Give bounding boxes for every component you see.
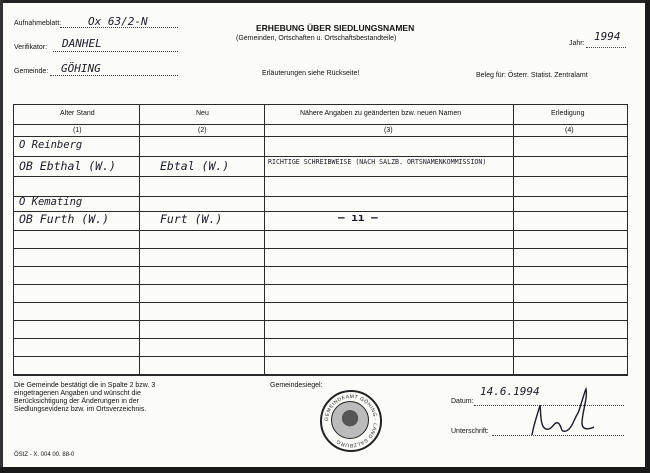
scan-edge-bottom — [0, 467, 650, 473]
gemeindesiegel-label: Gemeindesiegel: — [270, 382, 323, 389]
verifikator-line — [53, 51, 178, 52]
svg-text:GEMEINDEAMT GÖHING · LAND SALZ — [324, 394, 378, 448]
table-border-bottom — [13, 374, 628, 376]
table-row-line — [13, 356, 628, 357]
stamp-ring-text — [322, 392, 380, 450]
entry-2-alter-stand: OB Ebthal (W.) — [19, 159, 116, 173]
table-row-line — [13, 266, 628, 267]
gemeinde-value: GÖHING — [61, 62, 101, 75]
table-row-line — [13, 284, 628, 285]
datum-label: Datum: — [451, 398, 474, 405]
aufnahmeblatt-label: Aufnahmeblatt: — [14, 20, 62, 27]
gemeindesiegel-stamp — [320, 390, 382, 452]
table-col-border — [627, 104, 628, 375]
gemeinde-line — [50, 75, 178, 76]
column-header-alter-stand: Alter Stand — [60, 110, 95, 117]
table-header-divider — [13, 124, 628, 125]
table-row-line — [13, 338, 628, 339]
entry-4-alter-stand: OB Furth (W.) — [19, 212, 110, 226]
table-row-line — [13, 248, 628, 249]
table-border-top — [13, 104, 628, 105]
beleg-note: Beleg für: Österr. Statist. Zentralamt — [476, 72, 588, 79]
scan-edge-right — [645, 0, 650, 473]
column-header-neu: Neu — [196, 110, 209, 117]
jahr-line — [586, 47, 626, 48]
form-code: ÖStZ - X. 004 00. 88-0 — [14, 452, 75, 458]
unterschrift-label: Unterschrift: — [451, 428, 489, 435]
stamp-text: GEMEINDEAMT GÖHING · LAND SALZBURG — [323, 393, 379, 449]
table-row-line — [13, 156, 628, 157]
table-row-line — [13, 176, 628, 177]
table-col-border — [139, 104, 140, 375]
column-number-1: (1) — [73, 127, 82, 134]
scan-edge-top — [0, 0, 650, 3]
jahr-value: 1994 — [594, 30, 621, 43]
form-subtitle: (Gemeinden, Ortschaften u. Ortschaftsbestandteile) — [236, 35, 397, 42]
table-row-line — [13, 320, 628, 321]
column-number-2: (2) — [198, 127, 207, 134]
verifikator-value: DANHEL — [62, 37, 102, 50]
table-row-line — [13, 302, 628, 303]
column-number-3: (3) — [384, 127, 393, 134]
footer-statement: Die Gemeinde bestätigt die in Spalte 2 bzw. 3 eingetragenen Angaben und wünscht die Berücksichtigung der Änderungen in der Siedlungsevidenz bzw. im Ortsverzeichnis. — [14, 382, 156, 413]
entry-2-neu: Ebtal (W.) — [160, 159, 230, 173]
erlaeuterungen-note: Erläuterungen siehe Rückseite! — [262, 70, 360, 77]
column-header-naehere-angaben: Nähere Angaben zu geänderten bzw. neuen Namen — [300, 110, 462, 117]
table-col-border — [264, 104, 265, 375]
entry-2-angaben: RICHTIGE SCHREIBWEISE (NACH SALZB. ORTSNAMENKOMMISSION) — [268, 158, 487, 166]
scan-edge-left — [0, 0, 3, 473]
entry-3-alter-stand: O Kemating — [19, 196, 83, 208]
entry-4-neu: Furt (W.) — [160, 212, 223, 226]
jahr-label: Jahr: — [569, 40, 585, 47]
table-col-border — [13, 104, 14, 375]
table-row-line — [13, 196, 628, 197]
form-title: ERHEBUNG ÜBER SIEDLUNGSNAMEN — [256, 23, 415, 33]
datum-value: 14.6.1994 — [480, 385, 540, 398]
signature — [526, 383, 596, 441]
table-number-divider — [13, 136, 628, 137]
column-number-4: (4) — [565, 127, 574, 134]
table-col-border — [513, 104, 514, 375]
entry-4-angaben-ditto: — ıı — — [338, 211, 378, 224]
entry-1-alter-stand: O Reinberg — [19, 139, 83, 151]
table-row-line — [13, 230, 628, 231]
gemeinde-label: Gemeinde: — [14, 68, 49, 75]
verifikator-label: Verifikator: — [14, 44, 48, 51]
aufnahmeblatt-value: Ox 63/2-N — [88, 15, 148, 28]
column-header-erledigung: Erledigung — [551, 110, 585, 117]
